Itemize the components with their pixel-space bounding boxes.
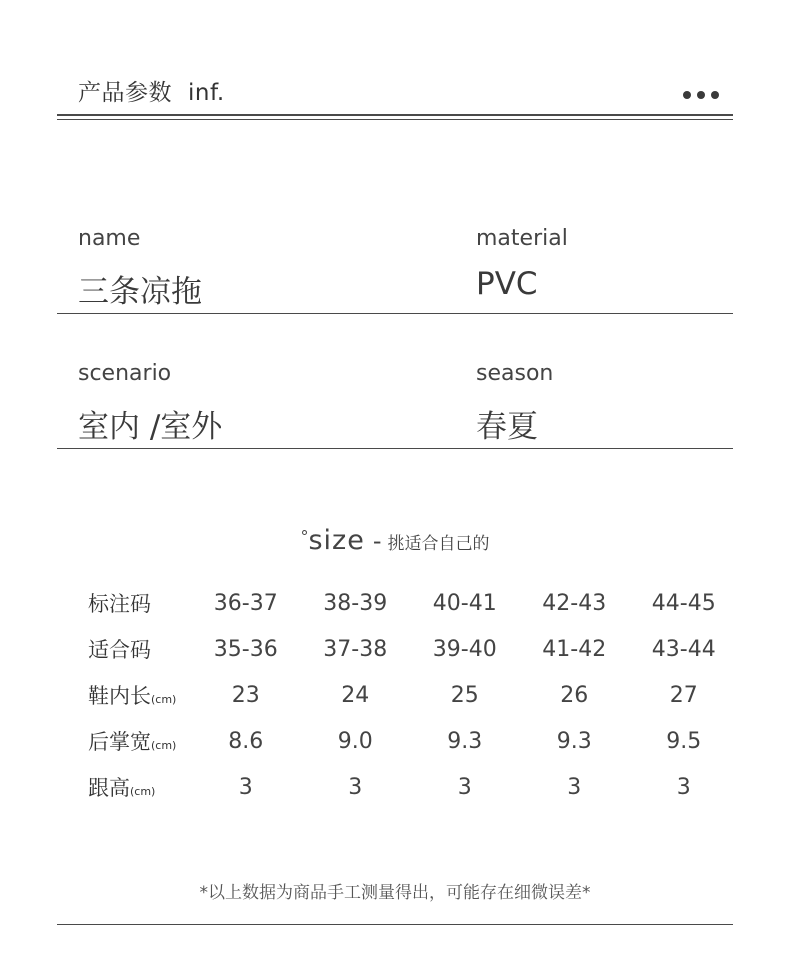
spec-season-label: season [476,361,554,386]
spec-divider-2 [57,448,733,449]
table-cell: 3 [567,774,582,800]
row-header: 跟高(cm) [88,776,156,800]
table-cell: 40-41 [432,590,497,616]
table-cell: 44-45 [651,590,716,616]
row-header: 鞋内长(cm) [88,684,177,708]
page-title-en: inf. [188,80,225,106]
spec-name-label: name [78,226,141,251]
table-row [78,718,739,764]
row-header: 后掌宽(cm) [88,730,177,754]
table-cell: 36-37 [213,590,278,616]
table-cell: 25 [450,682,479,708]
table-row [78,626,739,672]
table-cell: 37-38 [323,636,388,662]
table-cell: 35-36 [213,636,278,662]
more-icon [683,91,719,99]
table-cell: 9.0 [337,728,373,754]
spec-divider-1 [57,313,733,314]
page-title-cn: 产品参数 [78,80,172,106]
degree-mark: ° [300,527,309,546]
table-cell: 9.5 [666,728,702,754]
size-dash: - [372,527,382,555]
spec-season-value: 春夏 [476,409,538,445]
table-cell: 38-39 [323,590,388,616]
table-cell: 3 [676,774,691,800]
table-cell: 8.6 [228,728,264,754]
page-title [78,74,225,107]
size-section-title [0,525,790,556]
size-heading: size [308,525,365,556]
spec-name-value: 三条凉拖 [78,274,202,310]
footer-divider [57,924,733,925]
row-header: 标注码 [88,592,151,616]
table-cell: 42-43 [542,590,607,616]
table-row [78,580,739,626]
row-header: 适合码 [88,638,151,662]
table-row [78,672,739,718]
table-cell: 3 [348,774,363,800]
spec-material-value: PVC [476,266,538,302]
table-cell: 43-44 [651,636,716,662]
spec-scenario-label: scenario [78,361,172,386]
measurement-footnote: *以上数据为商品手工测量得出，可能存在细微误差* [199,883,591,903]
table-cell: 23 [231,682,260,708]
table-row [78,764,739,810]
header-divider-top [57,114,733,116]
table-cell: 9.3 [556,728,592,754]
table-cell: 3 [238,774,253,800]
spec-scenario-value: 室内 /室外 [78,409,223,445]
table-cell: 41-42 [542,636,607,662]
header-divider-bottom [57,119,733,120]
table-cell: 24 [341,682,370,708]
table-cell: 27 [669,682,698,708]
table-cell: 39-40 [432,636,497,662]
table-cell: 26 [560,682,589,708]
table-cell: 9.3 [447,728,483,754]
spec-material-label: material [476,226,568,251]
size-subheading: 挑适合自己的 [387,534,490,554]
table-cell: 3 [457,774,472,800]
size-table [78,580,739,810]
